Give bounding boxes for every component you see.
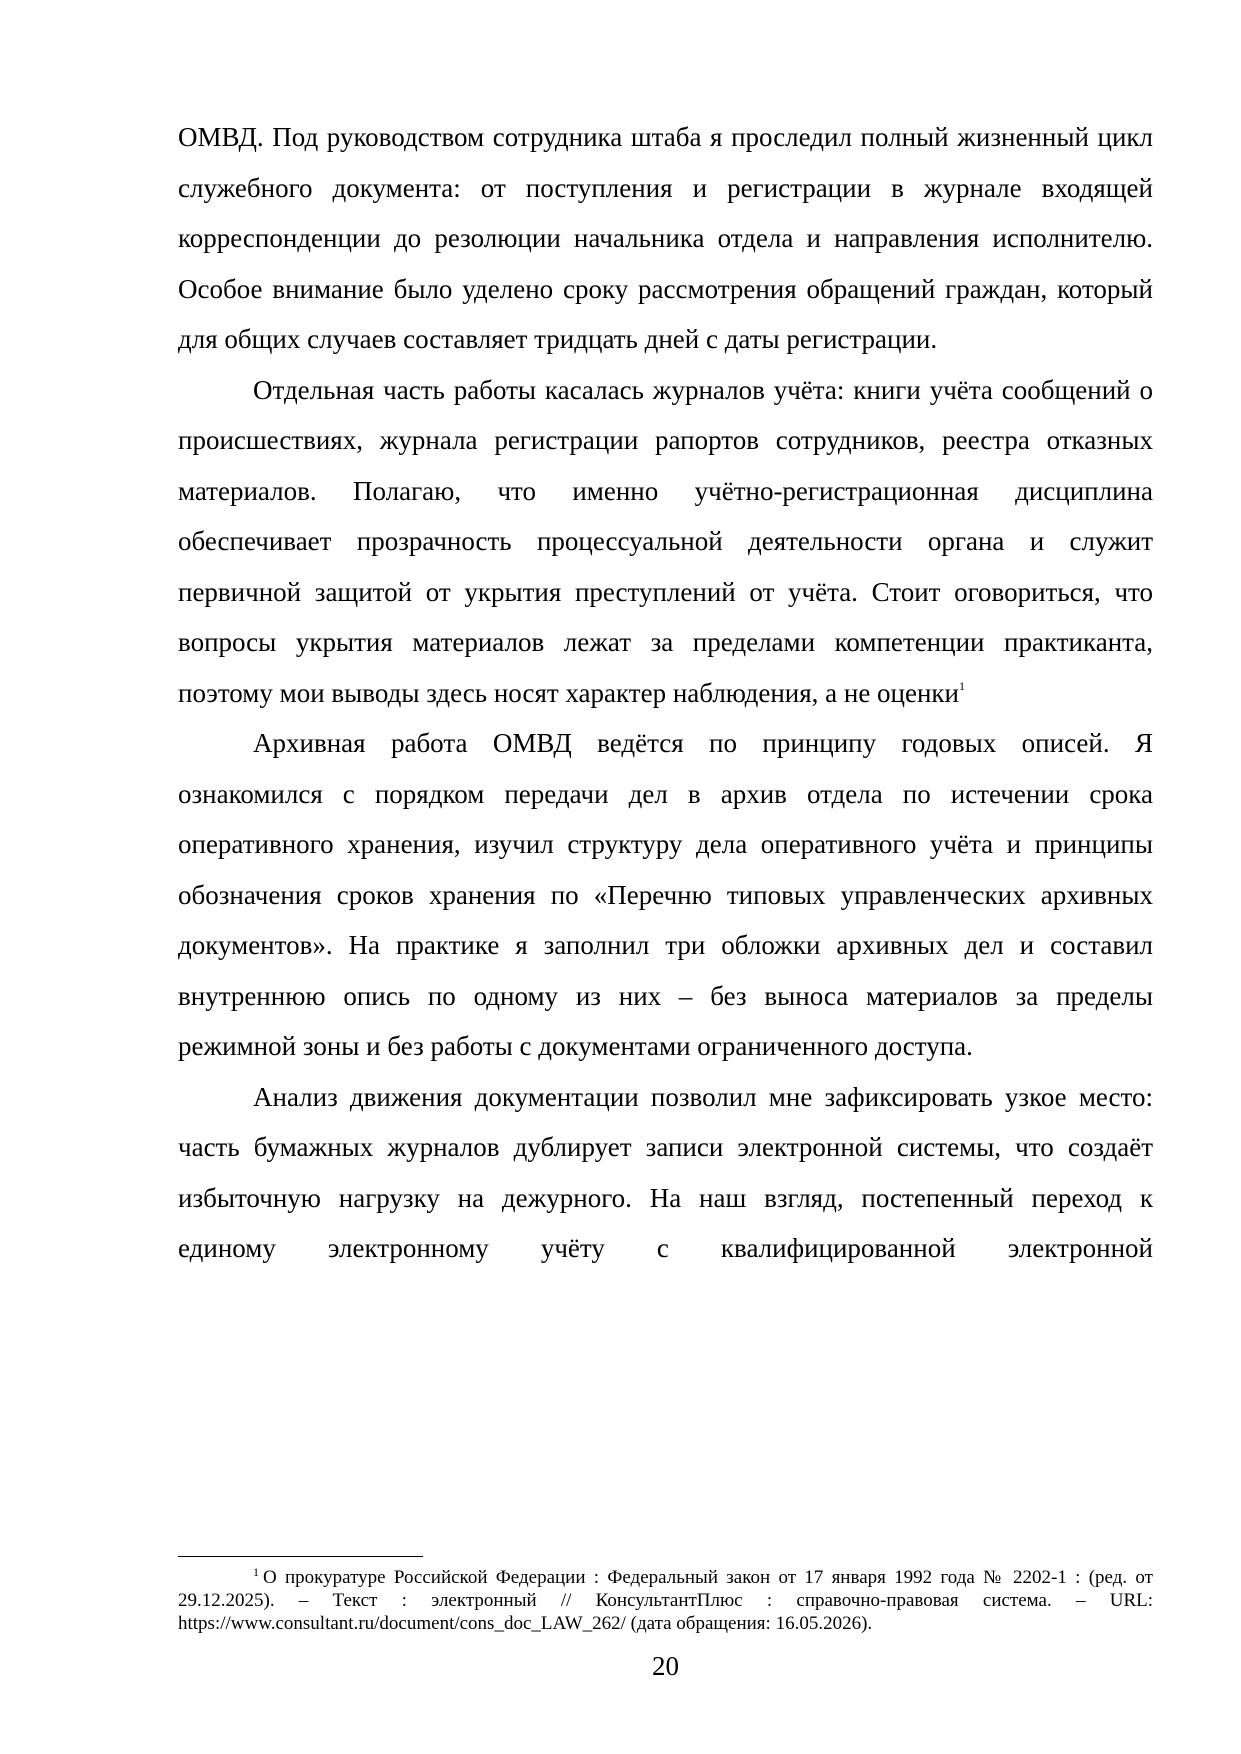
page-number: 20: [652, 1651, 679, 1681]
footnote-separator: [178, 1556, 423, 1557]
paragraph-3: Архивная работа ОМВД ведётся по принципу годовых описей. Я ознакомился с порядком передачи дел в архив отдела по истечении срока оперативного хранения, изучил структуру дела оперативного учёта и принципы обозначения сроков хранения по «Перечню типовых управленческих архивных документов». На практике я заполнил три обложки архивных дел и составил внутреннюю опись по одному из них – без выноса материалов за пределы режимной зоны и без работы с документами ограниченного доступа.: [178, 728, 1153, 1061]
paragraph-1: ОМВД. Под руководством сотрудника штаба я проследил полный жизненный цикл служебного документа: от поступления и регистрации в журнале входящей корреспонденции до резолюции начальника отдела и направления исполнителю. Особое внимание было уделено сроку рассмотрения обращений граждан, который для общих случаев составляет тридцать дней с даты регистрации.: [178, 122, 1153, 354]
paragraph-2: [178, 365, 1153, 719]
body-text: [178, 112, 1153, 1274]
footnote: [178, 1566, 1153, 1635]
paragraph-4: Анализ движения документации позволил мне зафиксировать узкое место: часть бумажных журналов дублирует записи электронной системы, что создаёт избыточную нагрузку на дежурного. На наш взгляд, постепенный переход к единому электронному учёту с квалифицированной электронной: [178, 1081, 1153, 1263]
footnote-text: О прокуратуре Российской Федерации : Федеральный закон от 17 января 1992 года № 2202-1 : (ред. от 29.12.2025). – Текст : электронный // КонсультантПлюс : справочно-правовая система. – URL: https://www.consultant.ru/document/cons_doc_LAW_262/ (дата обращения: 16.05.2026).: [178, 1567, 1153, 1634]
paragraph-2-text: Отдельная часть работы касалась журналов учёта: книги учёта сообщений о происшествиях, журнала регистрации рапортов сотрудников, реестра отказных материалов. Полагаю, что именно учётно-регистрационная дисциплина обеспечивает прозрачность процессуальной деятельности органа и служит первичной защитой от укрытия преступлений от учёта. Стоит оговориться, что вопросы укрытия материалов лежат за пределами компетенции практиканта, поэтому мои выводы здесь носят характер наблюдения, а не оценки: [178, 374, 1153, 708]
footnote-mark: 1: [253, 1565, 259, 1579]
footnote-reference[interactable]: 1: [959, 678, 965, 693]
